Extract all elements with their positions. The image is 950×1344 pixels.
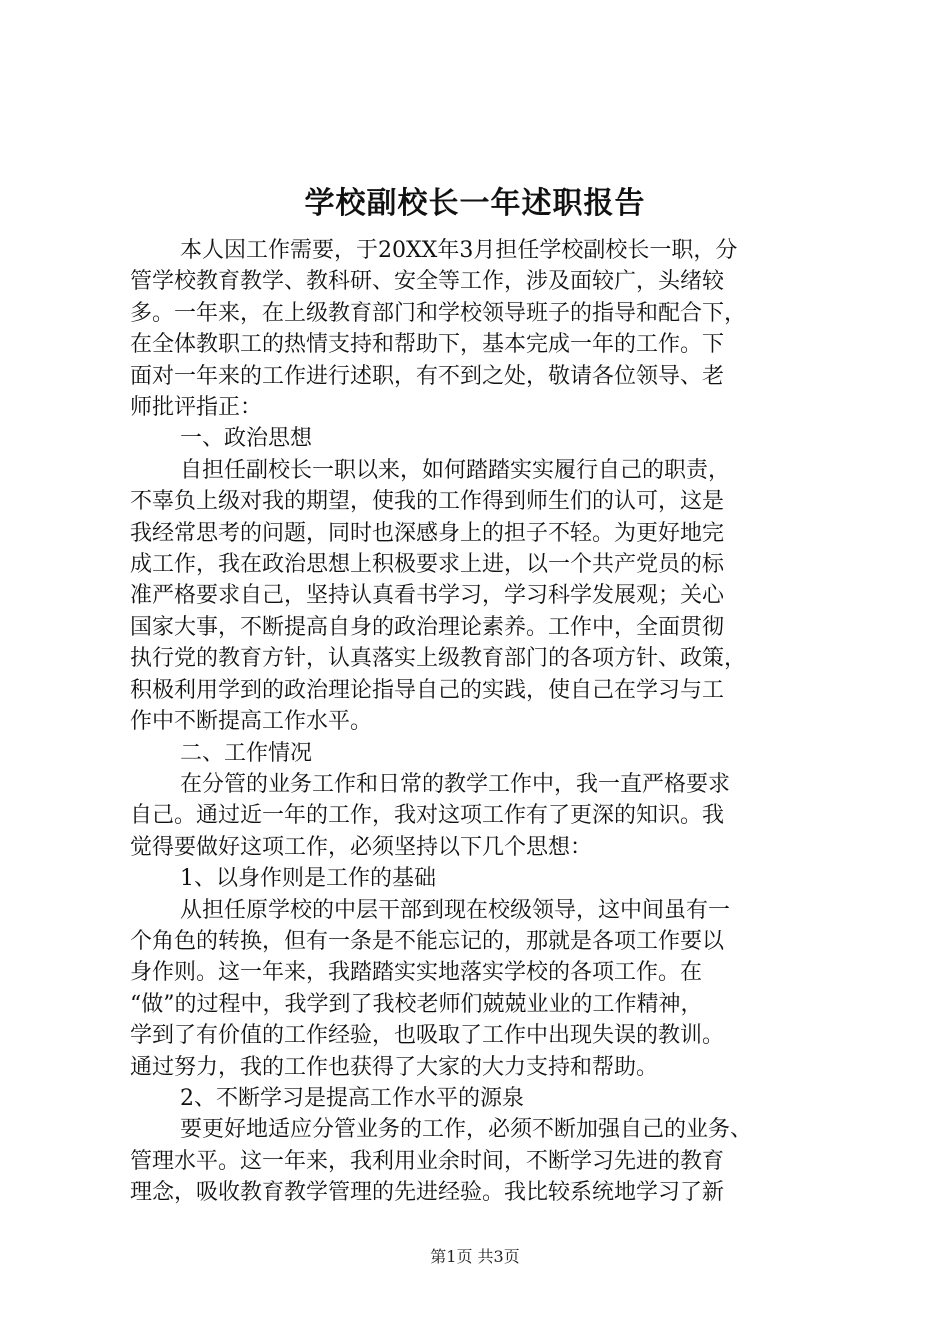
- body-line: 国家大事，不断提高自身的政治理论素养。工作中，全面贯彻: [130, 614, 725, 640]
- body-line: 我经常思考的问题，同时也深感身上的担子不轻。为更好地完: [130, 520, 725, 546]
- subsection-heading: 1、以身作则是工作的基础: [180, 866, 436, 892]
- body-line: 管理水平。这一年来，我利用业余时间，不断学习先进的教育: [130, 1148, 725, 1174]
- body-line: 在分管的业务工作和日常的教学工作中，我一直严格要求: [180, 771, 731, 797]
- body-line: 通过努力，我的工作也获得了大家的大力支持和帮助。: [130, 1054, 659, 1080]
- subsection-heading: 2、不断学习是提高工作水平的源泉: [180, 1085, 524, 1111]
- body-line: 不辜负上级对我的期望，使我的工作得到师生们的认可，这是: [130, 489, 725, 515]
- body-line: 从担任原学校的中层干部到现在校级领导，这中间虽有一: [180, 897, 731, 923]
- body-line: 个角色的转换，但有一条是不能忘记的，那就是各项工作要以: [130, 928, 725, 954]
- body-line: 师批评指正：: [130, 395, 263, 421]
- body-line: 要更好地适应分管业务的工作，必须不断加强自己的业务、: [180, 1117, 753, 1143]
- page-footer: [0, 1246, 950, 1268]
- body-line: 在全体教职工的热情支持和帮助下，基本完成一年的工作。下: [130, 332, 725, 358]
- body-line: 学到了有价值的工作经验，也吸取了工作中出现失误的教训。: [130, 1023, 725, 1049]
- body-line: 管学校教育教学、教科研、安全等工作，涉及面较广，头绪较: [130, 269, 725, 295]
- body-line: 自担任副校长一职以来，如何踏踏实实履行自己的职责，: [180, 457, 731, 483]
- body-line: 面对一年来的工作进行述职，有不到之处，敬请各位领导、老: [130, 363, 725, 389]
- document-body: [130, 235, 830, 1209]
- body-line: 觉得要做好这项工作，必须坚持以下几个思想：: [130, 834, 593, 860]
- body-line: 自己。通过近一年的工作，我对这项工作有了更深的知识。我: [130, 803, 725, 829]
- section-heading: 一、政治思想: [180, 426, 313, 452]
- body-line: “做”的过程中，我学到了我校老师们兢兢业业的工作精神，: [130, 991, 703, 1017]
- body-line: 身作则。这一年来，我踏踏实实地落实学校的各项工作。在: [130, 960, 703, 986]
- body-line: 理念，吸收教育教学管理的先进经验。我比较系统地学习了新: [130, 1180, 725, 1206]
- document-title: 学校副校长一年述职报告: [304, 186, 646, 221]
- body-line: 执行党的教育方针，认真落实上级教育部门的各项方针、政策，: [130, 646, 747, 672]
- body-line: 积极利用学到的政治理论指导自己的实践，使自己在学习与工: [130, 677, 725, 703]
- body-line: 准严格要求自己，坚持认真看书学习，学习科学发展观；关心: [130, 583, 725, 609]
- body-line: 作中不断提高工作水平。: [130, 709, 373, 735]
- page-number: 第1页 共3页: [430, 1247, 520, 1266]
- body-line: 多。一年来，在上级教育部门和学校领导班子的指导和配合下，: [130, 300, 747, 326]
- section-heading: 二、工作情况: [180, 740, 313, 766]
- body-line: 成工作，我在政治思想上积极要求上进，以一个共产党员的标: [130, 552, 725, 578]
- body-line: 本人因工作需要，于20XX年3月担任学校副校长一职，分: [180, 238, 738, 263]
